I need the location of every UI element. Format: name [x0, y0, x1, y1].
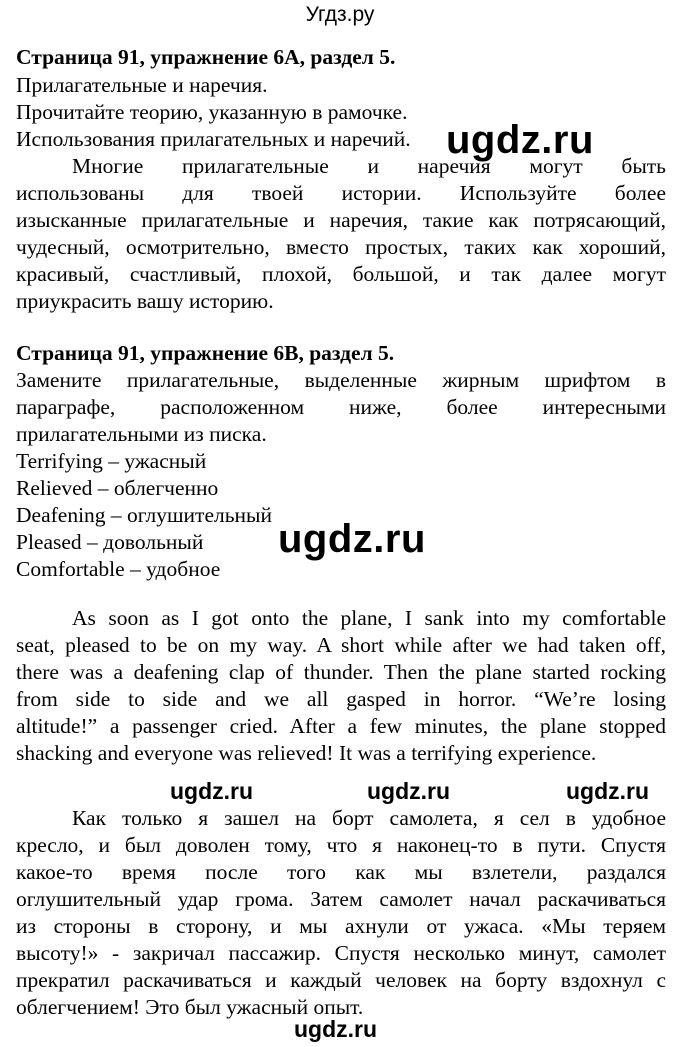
watermark: ugdz.ru — [170, 778, 254, 804]
section-a-paragraph-line: красивый, счастливый, плохой, большой, и так далее могут — [16, 262, 666, 286]
section-a-paragraph-line: изысканные прилагательные и наречия, такие как потрясающий, — [16, 208, 666, 232]
word-pair: Relieved – облегченно — [16, 476, 219, 500]
section-b-heading: Страница 91, упражнение 6B, раздел 5. — [16, 341, 395, 365]
word-pair: Deafening – оглушительный — [16, 503, 272, 527]
site-header: Угдз.ру — [305, 3, 375, 26]
russian-text-line: Как только я зашел на борт самолета, я сел в удобное — [72, 806, 666, 830]
watermark: ugdz.ru — [278, 517, 426, 561]
watermark: ugdz.ru — [294, 1016, 378, 1042]
russian-text-line: облегчением! Это был ужасный опыт. — [16, 995, 364, 1019]
section-a-paragraph-line: Многие прилагательные и наречия могут быть — [72, 154, 666, 178]
russian-text-line: оглушительный удар грома. Затем самолет начал раскачиваться — [16, 887, 666, 911]
section-a-paragraph-line: использованы для твоей истории. Используйте более — [16, 181, 666, 205]
english-text-line: altitude!” a passenger cried. After a few minutes, the plane stopped — [16, 714, 666, 738]
russian-text-line: кресло, и был доволен тому, что я наконец-то в пути. Спустя — [16, 833, 666, 857]
section-a-paragraph-line: чудесный, осмотрительно, вместо простых, таких как хороший, — [16, 235, 666, 259]
english-text-line: shacking and everyone was relieved! It was a terrifying experience. — [16, 741, 597, 765]
word-pair: Terrifying – ужасный — [16, 449, 207, 473]
russian-text-line: высоту!» - закричал пассажир. Спустя несколько минут, самолет — [16, 941, 666, 965]
section-b-instruction-line: Замените прилагательные, выделенные жирным шрифтом в — [16, 368, 666, 392]
section-b-instruction-line: прилагательными из писка. — [16, 422, 267, 446]
russian-text-line: из стороны в сторону, и мы ахнули от ужаса. «Мы теряем — [16, 914, 666, 938]
watermark: ugdz.ru — [446, 118, 594, 162]
watermark: ugdz.ru — [367, 778, 451, 804]
section-a-heading: Страница 91, упражнение 6A, раздел 5. — [16, 45, 396, 69]
section-a-line-3: Использования прилагательных и наречий. — [16, 127, 411, 151]
english-text-line: there was a deafening clap of thunder. Then the plane started rocking — [16, 660, 666, 684]
watermark: ugdz.ru — [566, 778, 650, 804]
section-a-line-2: Прочитайте теорию, указанную в рамочке. — [16, 100, 408, 124]
section-a-line-1: Прилагательные и наречия. — [16, 73, 268, 97]
english-text-line: As soon as I got onto the plane, I sank into my comfortable — [72, 606, 666, 630]
word-pair: Pleased – довольный — [16, 530, 204, 554]
russian-text-line: прекратил раскачиваться и каждый человек на борту вздохнул с — [16, 968, 666, 992]
word-pair: Comfortable – удобное — [16, 557, 221, 581]
english-text-line: seat, pleased to be on my way. A short while after we had taken off, — [16, 633, 666, 657]
section-b-instruction-line: параграфе, расположенном ниже, более интересными — [16, 395, 666, 419]
russian-text-line: какое-то время после того как мы взлетели, раздался — [16, 860, 666, 884]
english-text-line: from side to side and we all gasped in horror. “We’re losing — [16, 687, 666, 711]
section-a-paragraph-line: приукрасить вашу историю. — [16, 289, 274, 313]
